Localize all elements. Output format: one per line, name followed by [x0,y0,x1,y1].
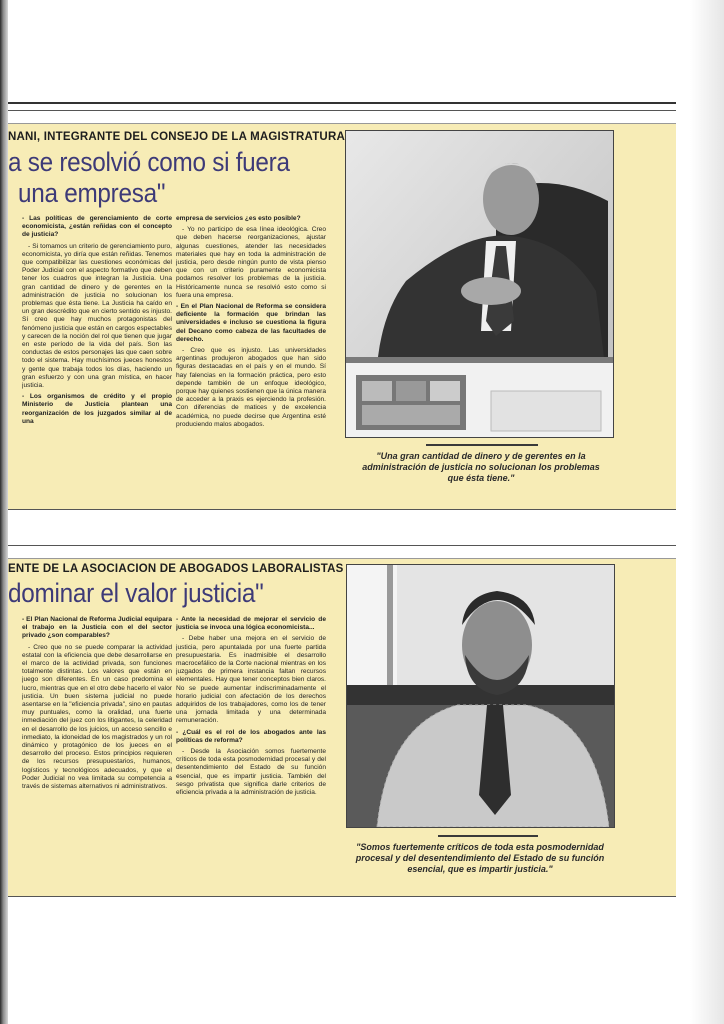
article-1-top-band [8,111,676,124]
article-1-paragraph-question: - En el Plan Nacional de Reforma se considera deficiente la formación que brindan las universidades e incluso se cuestiona la figura del Decano como cabeza de las facultades de derecho. [176,303,326,343]
article-1-caption-rule [426,444,538,446]
article-1-column-2 [176,215,326,503]
article-2-paragraph-answer: - Debe haber una mejora en el servicio de justicia, pero apuntalada por una fuerte partida presupuestaria. Es inadmisible el desarrollo macrocefálico de la Corte nacional mientras en los juzgados de primera instancia faltan recursos elementales. Hay que tener conceptos bien claros. No se puede aumentar indiscriminadamente el horario judicial con afectación de los derechos adquiridos de los trabajadores, como los de tener una jornada limitada y una determinada remuneración. [176,635,326,725]
article-1-kicker: NANI, INTEGRANTE DEL CONSEJO DE LA MAGISTRATURA [8,131,345,143]
article-1 [8,110,676,510]
top-rule [8,102,676,104]
article-1-photo-caption: "Una gran cantidad de dinero y de gerentes en la administración de justicia no solucionan los problemas que ésta tiene." [362,451,600,483]
article-2-photo [346,564,615,828]
article-2-column-2 [176,616,326,888]
article-2-photo-caption: "Somos fuertemente críticos de toda esta posmodernidad procesal y del desentendimiento del Estado de su función esencial, que es impartir justicia." [355,842,605,874]
article-2-kicker: ENTE DE LA ASOCIACION DE ABOGADOS LABORALISTAS [8,563,344,575]
article-2 [8,545,676,897]
portrait-seated-man-photo [346,131,613,437]
article-2-paragraph-question: - ¿Cuál es el rol de los abogados ante las políticas de reforma? [176,728,326,744]
portrait-bearded-man-photo [347,565,614,827]
article-2-paragraph-question: - Ante la necesidad de mejorar el servicio de justicia se invoca una lógica economicista... [176,616,326,632]
article-1-paragraph-answer: - Yo no participo de esa línea ideológica. Creo que deben hacerse reorganizaciones, ajustar algunas cuestiones, atender las necesidades materiales que hay en toda la administración de justicia, pero desde ningún punto de vista pienso que con un criterio puramente economicista podamos resolver los problemas de la justicia. Históricamente nunca se resolvió esto como si fuera una empresa. [176,226,326,299]
article-1-photo [345,130,614,438]
article-1-headline-line-2: una empresa" [18,178,166,208]
article-1-paragraph-question: empresa de servicios ¿es esto posible? [176,215,301,222]
article-1-paragraph-question: - Las políticas de gerenciamiento de corte economicista, ¿están reñidas con el concepto de justicia? [22,215,172,239]
scanned-page-right-shade [690,0,724,1024]
article-1-headline-line-1: a se resolvió como si fuera [8,147,290,177]
article-2-paragraph-answer: - Creo que no se puede comparar la actividad estatal con la eficiencia que debe desarrollarse en el marco de la actividad privada, son funciones totalmente distintas. Los valores que están en juego son diferentes. En un caso predomina el lucro, mientras que en el otro debe hacerlo el valor justicia. Un buen sistema judicial no puede asentarse en la "eficiencia privada", sino en pautas muy puntuales, como la oralidad, una fuerte inmediación del juez con los litigantes, la celeridad en el desarrollo de los juicios, un acceso sencillo e inmediato, la idoneidad de los magistrados y un rol dinámico y protagónico de los jueces en el desarrollo del proceso. Estos principios requieren de los recursos presupuestarios, humanos, logísticos y tecnológicos adecuados, y que el Poder Judicial no vea limitada su competencia a través de sistemas alternativos ni administrativos. [22,643,172,791]
article-1-paragraph-answer: - Si tomamos un criterio de gerenciamiento puro, economicista, yo diría que están reñidas. Tenemos que compatibilizar las cuestiones económicas del Poder Judicial con el aspecto formativo que deben tener los cuadros que integran la Justicia. Una gran cantidad de dinero y de gerentes en la administración de justicia no solucionan los problemas que ésta tiene. La Justicia ha caído en un gran descrédito que en cierto sentido es injusto. Sí creo que hay muchos protagonistas del fenómeno justicia que están en cargos espectables y carecen de la noción del rol que tienen que jugar en este período de la vida del país. Son las conductas de estos personajes las que caen sobre todo el sistema. Hay muchísimos jueces honestos y gente que trabaja todos los días, haciendo un gran esfuerzo y con una gran mística, en hacer justicia. [22,242,172,390]
article-2-column-1 [22,616,172,888]
article-2-caption-rule [438,835,538,837]
article-1-paragraph-question: - Los organismos de crédito y el propio Ministerio de Justicia plantean una reorganización de los juzgados similar al de una [22,393,172,425]
scanned-page-left-edge [0,0,8,1024]
article-2-paragraph-question: - El Plan Nacional de Reforma Judicial equipara el trabajo en la Justicia con el del sector privado ¿son comparables? [22,616,172,640]
article-1-column-1 [22,215,172,503]
article-2-headline: dominar el valor justicia" [8,578,264,608]
article-2-top-band [8,546,676,559]
article-1-paragraph-answer: - Creo que es injusto. Las universidades argentinas produjeron abogados que han sido figuras destacadas en el país y en el mundo. Sí hay falencias en la formación práctica, pero esto depende también de un enfoque ideológico, porque hay quienes sostienen que la única manera de acceder a la praxis es ejerciendo la profesión. Con diferencias de matices y de excelencia académica, no puede decirse que Argentina esté produciendo malos abogados. [176,347,326,428]
article-2-paragraph-answer: - Desde la Asociación somos fuertemente críticos de toda esta posmodernidad procesal y del desentendimiento del Estado de su función esencial, que es impartir justicia. También del sesgo privatista que significa darle criterios de eficiencia privada a la administración de justicia. [176,748,326,797]
